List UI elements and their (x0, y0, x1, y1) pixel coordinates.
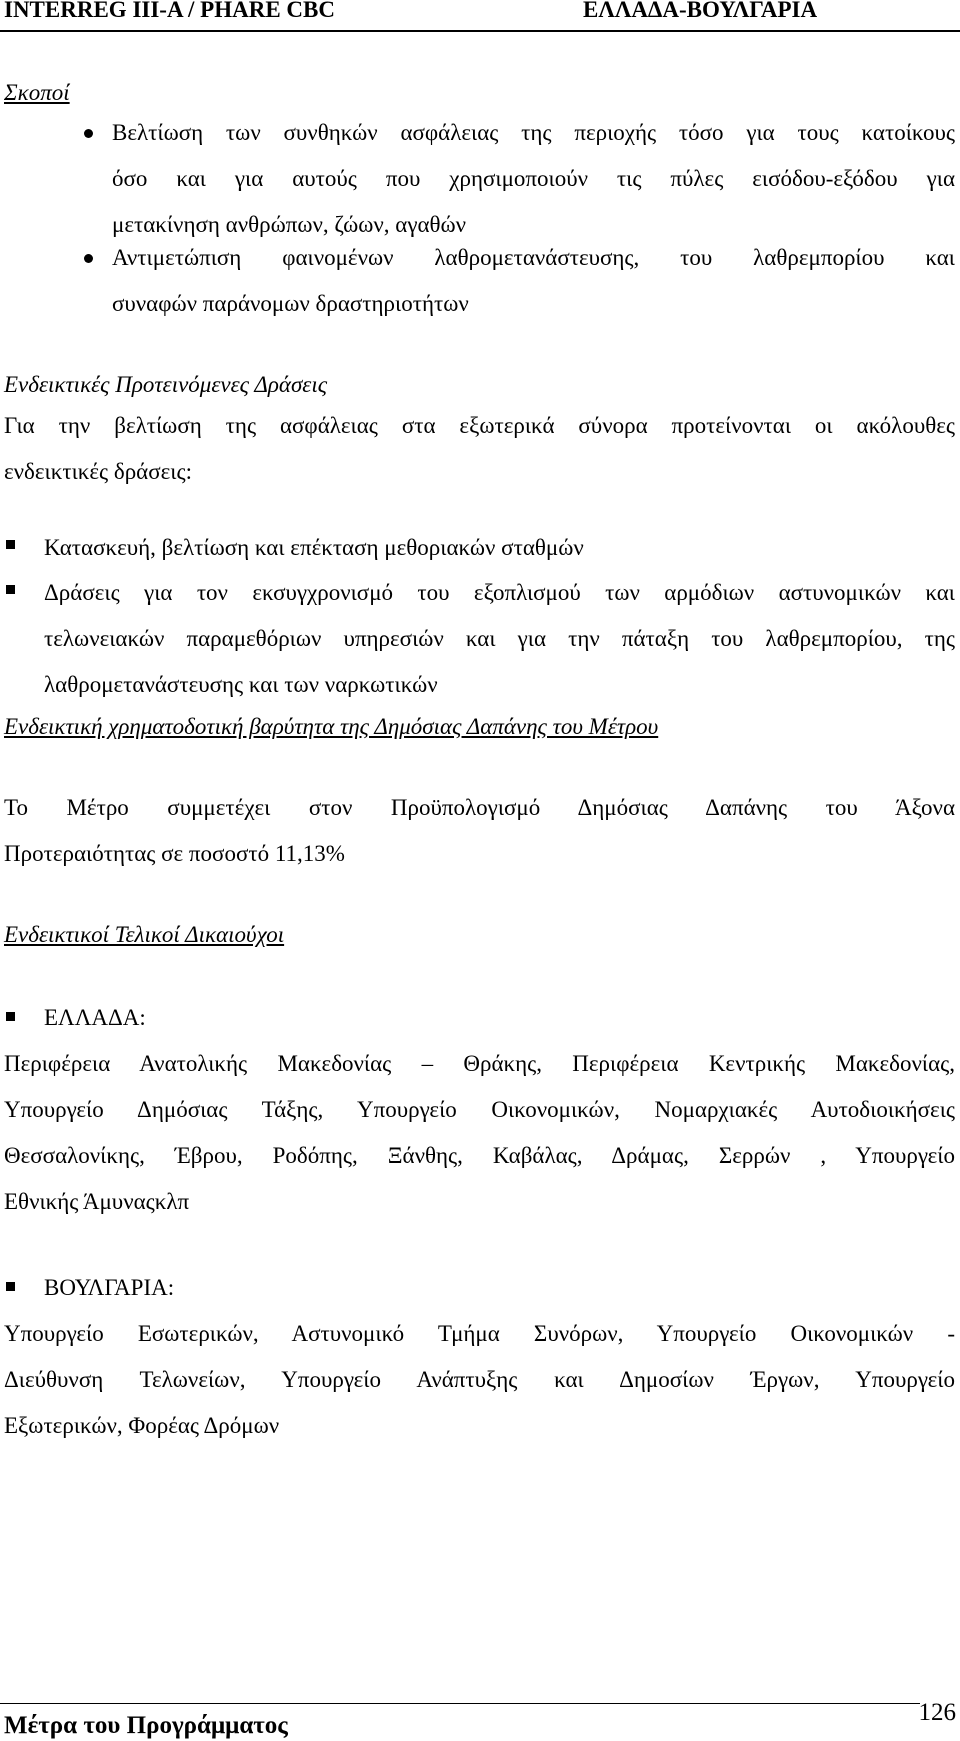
goal-item-1-line-1: Βελτίωση των συνθηκών ασφάλειας της περιοχής τόσο για τους κατοίκους (112, 120, 955, 145)
goal-item-1-line-3: μετακίνηση ανθρώπων, ζώων, αγαθών (112, 212, 467, 237)
header-region: ΕΛΛΑΔΑ-ΒΟΥΛΓΑΡΙΑ (583, 0, 818, 22)
page-number: 126 (918, 1699, 956, 1726)
bulgaria-label: ΒΟΥΛΓΑΡΙΑ: (44, 1275, 175, 1300)
bulgaria-text-line-1: Υπουργείο Εσωτερικών, Αστυνομικό Τμήμα Συνόρων, Υπουργείο Οικονομικών - (4, 1321, 955, 1346)
actions-intro-line-2: ενδεικτικές δράσεις: (4, 459, 192, 484)
square-bullet-icon (6, 540, 15, 549)
financial-text-line-1: Το Μέτρο συμμετέχει στον Προϋπολογισμό Δημόσιας Δαπάνης του Άξονα (4, 795, 955, 820)
bulgaria-text-line-3: Εξωτερικών, Φορέας Δρόμων (4, 1413, 280, 1438)
square-bullet-icon (6, 1012, 15, 1021)
goal-item-2-line-2: συναφών παράνομων δραστηριοτήτων (112, 291, 469, 316)
action-item-1: Κατασκευή, βελτίωση και επέκταση μεθοριακών σταθμών (44, 535, 584, 560)
bullet-icon (84, 129, 93, 138)
header-rule (0, 30, 960, 32)
goal-item-1-line-2: όσο και για αυτούς που χρησιμοποιούν τις πύλες εισόδου-εξόδου για (112, 166, 955, 191)
footer-rule (0, 1703, 920, 1704)
beneficiaries-heading: Ενδεικτικοί Τελικοί Δικαιούχοι (4, 922, 285, 947)
goals-heading: Σκοποί (4, 80, 70, 105)
financial-heading: Ενδεικτική χρηματοδοτική βαρύτητα της Δημόσιας Δαπάνης του Μέτρου (4, 714, 659, 739)
greece-text-line-4: Εθνικής Άμυναςκλπ (4, 1189, 190, 1214)
goal-item-2-line-1: Αντιμετώπιση φαινομένων λαθρομετανάστευσης, του λαθρεμπορίου και (112, 245, 955, 270)
header-program: INTERREG III-A / PHARE CBC (4, 0, 335, 22)
action-item-2-line-1: Δράσεις για τον εκσυγχρονισμό του εξοπλισμού των αρμόδιων αστυνομικών και (44, 580, 955, 605)
actions-heading: Ενδεικτικές Προτεινόμενες Δράσεις (4, 372, 328, 397)
greece-text-line-1: Περιφέρεια Ανατολικής Μακεδονίας – Θράκης, Περιφέρεια Κεντρικής Μακεδονίας, (4, 1051, 955, 1076)
greece-text-line-2: Υπουργείο Δημόσιας Τάξης, Υπουργείο Οικονομικών, Νομαρχιακές Αυτοδιοικήσεις (4, 1097, 955, 1122)
greece-text-line-3: Θεσσαλονίκης, Έβρου, Ροδόπης, Ξάνθης, Καβάλας, Δράμας, Σερρών , Υπουργείο (4, 1143, 955, 1168)
footer-title: Μέτρα του Προγράμματος (4, 1712, 288, 1739)
greece-label: ΕΛΛΑΔΑ: (44, 1005, 146, 1030)
page-header (0, 0, 960, 32)
bulgaria-text-line-2: Διεύθυνση Τελωνείων, Υπουργείο Ανάπτυξης και Δημοσίων Έργων, Υπουργείο (4, 1367, 955, 1392)
bullet-icon (84, 254, 93, 263)
action-item-2-line-3: λαθρομετανάστευσης και των ναρκωτικών (44, 672, 438, 697)
square-bullet-icon (6, 1282, 15, 1291)
square-bullet-icon (6, 585, 15, 594)
actions-intro-line-1: Για την βελτίωση της ασφάλειας στα εξωτερικά σύνορα προτείνονται οι ακόλουθες (4, 413, 955, 438)
action-item-2-line-2: τελωνειακών παραμεθόριων υπηρεσιών και για την πάταξη του λαθρεμπορίου, της (44, 626, 955, 651)
financial-text-line-2: Προτεραιότητας σε ποσοστό 11,13% (4, 841, 345, 866)
